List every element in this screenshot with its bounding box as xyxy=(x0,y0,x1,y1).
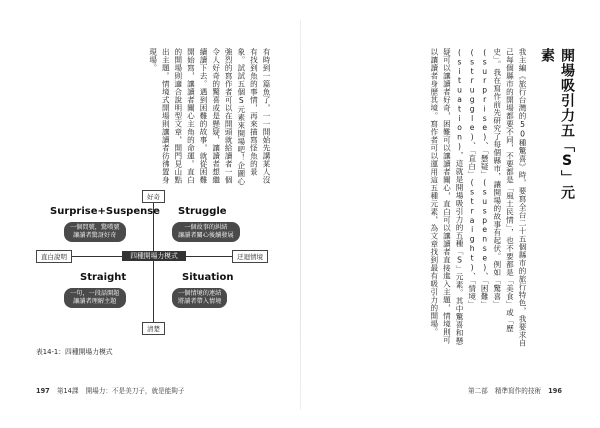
quadrant-straight-title: Straight xyxy=(80,272,127,283)
axis-bottom-label: 清楚 xyxy=(142,322,165,335)
quadrant-struggle-title: Struggle xyxy=(178,206,227,217)
left-page-body: 有時到一篇魚了，一一開始先講某人沒有找到魚的事情，再來描寫怪魚的景象。試試五個S元素來開場吧！企圖心強烈的寫作者可以在開頭就給讀者一個令人好奇的驚喜或是懸疑，讓讀者想繼續讀下去。遇到困難的故事，就從困難開始寫，讓讀者關心主角的命運。直白的開場則適合說明型文章，開門見山點出主題。情境式開場則讓讀者彷彿置身現場。 xyxy=(148,48,271,186)
quadrant-surprise-note: 一個問號，驚嘆號 讓讀者驚訝好奇 xyxy=(64,222,126,242)
quadrant-surprise-title: Surprise+Suspense xyxy=(50,206,160,217)
section-heading: 開場吸引力五「S」元素 xyxy=(539,48,575,200)
axis-top-label: 好奇 xyxy=(142,190,165,203)
diagram-center-label: 四種開場力模式 xyxy=(122,251,186,261)
left-footer xyxy=(36,385,184,395)
footer-part: 第二部 xyxy=(468,387,488,395)
footer-chapter: 第14課 xyxy=(56,387,79,395)
right-footer xyxy=(468,385,562,395)
footer-title: 精準寫作的技術 xyxy=(494,387,542,395)
vertical-axis xyxy=(153,202,154,322)
quadrant-situation-note: 一個情境的連結 將讀者帶入情境 xyxy=(172,288,227,308)
quadrant-situation-title: Situation xyxy=(182,272,234,283)
axis-right-label: 迂迴情境 xyxy=(232,250,268,263)
footer-chapter-title: 開場力：不是美刀子，就是能夠子 xyxy=(85,387,185,395)
opening-mode-diagram xyxy=(36,188,272,336)
diagram-caption: 表14-1：四種開場力模式 xyxy=(36,348,113,356)
page-number-right: 196 xyxy=(548,387,562,395)
quadrant-straight-note: 一句，一段話開題 讓讀者理解主題 xyxy=(64,288,126,308)
quadrant-struggle-note: 一個故事的糾結 讓讀者關心後續發展 xyxy=(172,222,240,242)
page-number-left: 197 xyxy=(36,387,50,395)
axis-left-label: 直白說明 xyxy=(36,250,72,263)
right-page-body: 我主編《旅行台灣的50種驚喜》時，要寫全台二十五個縣市的旅行特色，我要求自己每個縣市的開場都要不同，不要都是「風土民情」，也不要都是「美食」或「歷史」。我在寫作前先研究了每個縣市，讓開場的故事有起伏。例如「驚喜」(surprise)、「懸疑」(suspense)、「困難」(struggle)、「直白」(straight)、「情境」(situation)，這就是開場吸引力的五種「S」元素。其中驚喜和懸疑可以讓讀者好奇，困難可以讓讀者關心，直白可以讓讀者直接進入主題，情境則可以讓讀者身歷其境。寫作者可以運用這五種元素，為文章找到最有吸引力的開場。 xyxy=(429,48,527,347)
